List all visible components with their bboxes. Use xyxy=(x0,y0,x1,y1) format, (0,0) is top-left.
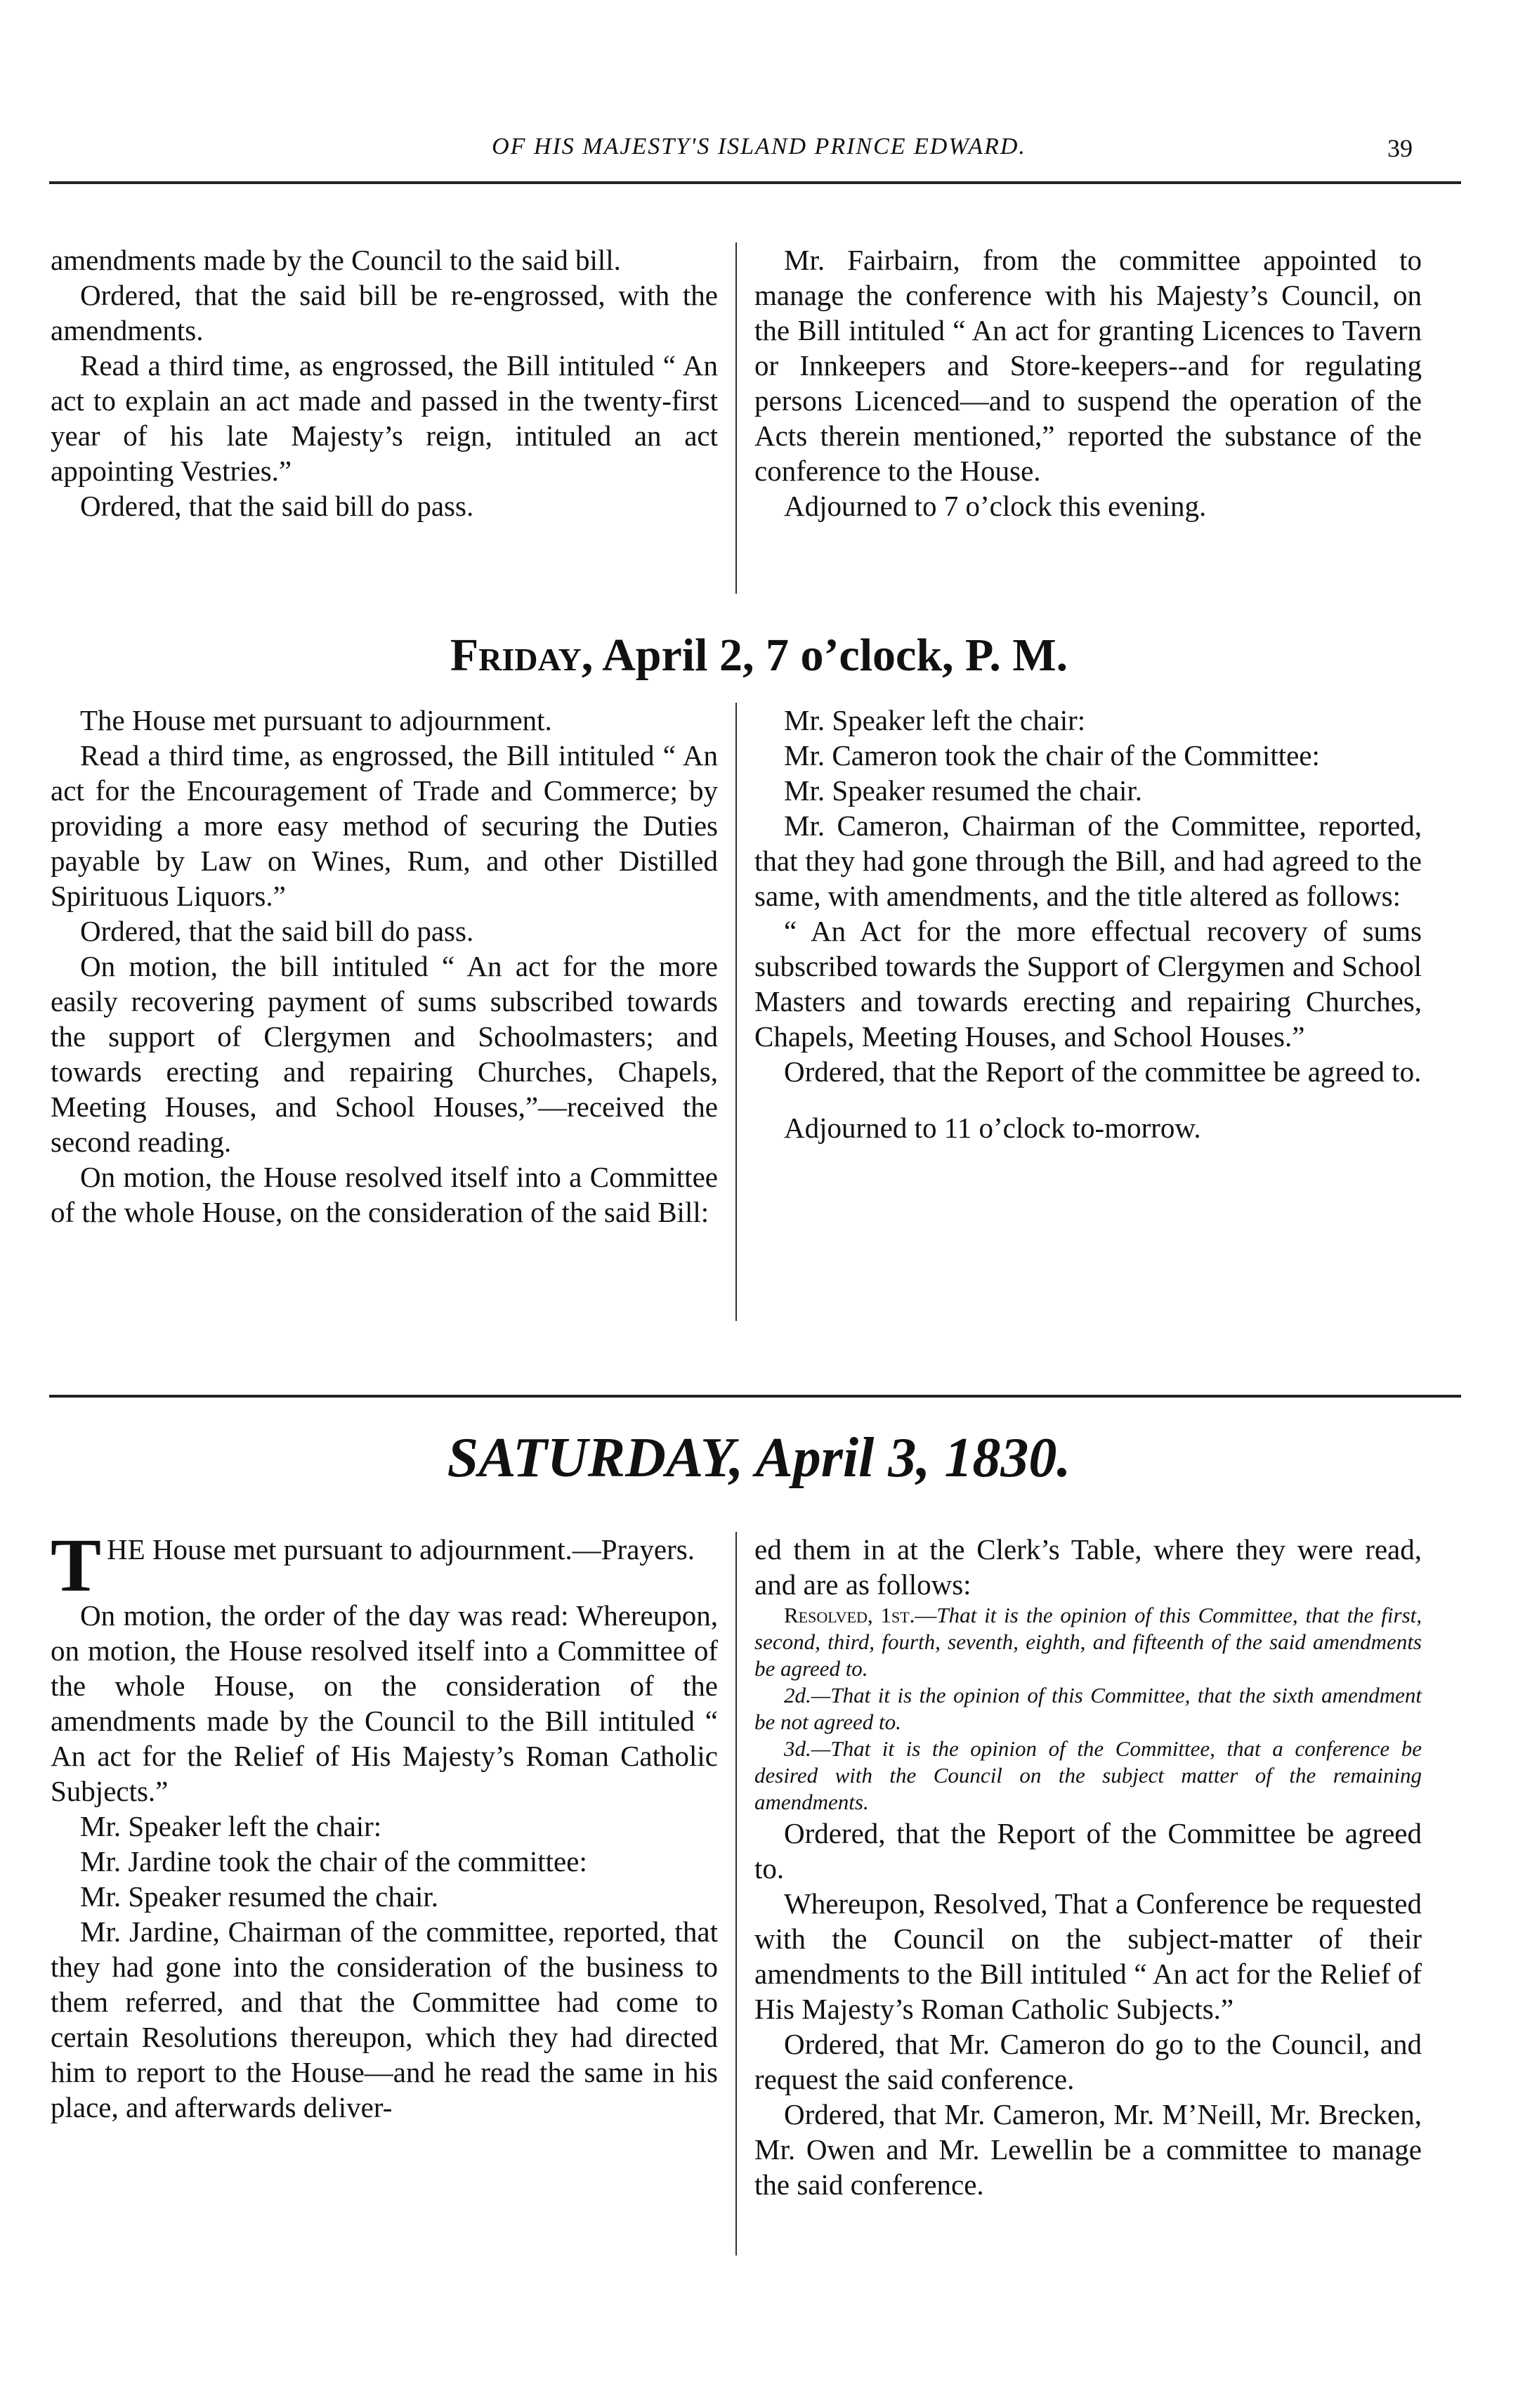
paragraph: “ An Act for the more effectual recovery of sums subscribed towards the Support of Clergymen and School Masters and towards erecting and repairing Churches, Chapels, Meeting Houses, and School Houses.” xyxy=(754,915,1422,1053)
paragraph: Mr. Jardine took the chair of the committee: xyxy=(80,1845,587,1877)
paragraph: Whereupon, Resolved, That a Conference be requested with the Council on the subject-matter of their amendments to the Bill intituled “ An act for the Relief of His Majesty’s Roman Catholic Subjects.” xyxy=(754,1887,1422,2025)
resolutions-block xyxy=(754,1602,1422,1816)
paragraph: Ordered, that the Report of the Committee be agreed to. xyxy=(754,1817,1422,1885)
resolution-lead: Resolved, 1st.— xyxy=(784,1603,937,1627)
paragraph: Mr. Speaker left the chair: xyxy=(80,1810,382,1842)
top-left-column xyxy=(51,242,718,523)
paragraph: Adjourned to 7 o’clock this evening. xyxy=(784,490,1207,522)
saturday-right-column xyxy=(754,1532,1422,2202)
header-rule xyxy=(49,181,1461,184)
friday-left-column xyxy=(51,703,718,1230)
saturday-heading xyxy=(0,1426,1518,1490)
drop-cap: T xyxy=(51,1524,102,1608)
paragraph: amendments made by the Council to the said bill. xyxy=(51,244,621,276)
paragraph: ed them in at the Clerk’s Table, where they were read, and are as follows: xyxy=(754,1533,1422,1601)
resolution xyxy=(754,1736,1422,1816)
friday-heading-day: Friday, xyxy=(450,630,594,681)
friday-right-column xyxy=(754,703,1422,1145)
resolution-text: That it is the opinion of this Committee, that the sixth amendment be not agreed to. xyxy=(754,1683,1422,1734)
paragraph: Ordered, that Mr. Cameron, Mr. M’Neill, Mr. Brecken, Mr. Owen and Mr. Lewellin be a committee to manage the said conference. xyxy=(754,2098,1422,2201)
paragraph: Mr. Speaker left the chair: xyxy=(784,704,1086,736)
resolution-text: That it is the opinion of the Committee, that a conference be desired with the Council on the subject matter of the remaining amendments. xyxy=(754,1736,1422,1814)
saturday-left-column xyxy=(51,1524,718,2125)
paragraph: Mr. Cameron, Chairman of the Committee, reported, that they had gone through the Bill, and had agreed to the same, with amendments, and the title altered as follows: xyxy=(754,809,1422,912)
column-divider xyxy=(735,703,737,1321)
paragraph: Read a third time, as engrossed, the Bill intituled “ An act for the Encouragement of Trade and Commerce; by providing a more easy method of securing the Duties payable by Law on Wines, Rum, and other Distilled Spirituous Liquors.” xyxy=(51,739,718,912)
paragraph: Mr. Jardine, Chairman of the committee, reported, that they had gone into the consideration of the business to them referred, and that the Committee had come to certain Resolutions thereupon, which they had directed him to report to the House—and he read the same in his place, and afterwards deliver- xyxy=(51,1915,718,2123)
saturday-heading-date: April 3, 1830. xyxy=(755,1427,1071,1489)
paragraph: Mr. Speaker resumed the chair. xyxy=(784,774,1143,807)
paragraph: Ordered, that the said bill do pass. xyxy=(80,915,474,947)
opening-paragraph xyxy=(51,1524,718,1608)
column-divider xyxy=(735,242,737,594)
resolution-lead: 2d.— xyxy=(784,1683,831,1707)
resolution-text: That it is the opinion of this Committee, that the first, second, third, fourth, seventh, eighth, and fifteenth of the said amendments be agreed to. xyxy=(754,1603,1422,1681)
top-right-column xyxy=(754,242,1422,523)
paragraph: The House met pursuant to adjournment. xyxy=(80,704,552,736)
resolution-lead: 3d.— xyxy=(784,1736,831,1761)
paragraph: On motion, the House resolved itself into a Committee of the whole House, on the consideration of the said Bill: xyxy=(51,1161,718,1228)
column-divider xyxy=(735,1532,737,2256)
page-number: 39 xyxy=(1387,134,1413,162)
paragraph: Ordered, that the said bill do pass. xyxy=(80,490,474,522)
paragraph: On motion, the order of the day was read: Whereupon, on motion, the House resolved itself into a Committee of the whole House, on the consideration of the amendments made by the Council to the Bill intituled “ An act for the Relief of His Majesty’s Roman Catholic Subjects.” xyxy=(51,1599,718,1807)
paragraph: Mr. Cameron took the chair of the Committee: xyxy=(784,739,1320,772)
resolution xyxy=(754,1682,1422,1736)
friday-heading xyxy=(0,629,1518,682)
opening-text: HE House met pursuant to adjournment.—Prayers. xyxy=(107,1533,695,1566)
running-head: OF HIS MAJESTY'S ISLAND PRINCE EDWARD. xyxy=(492,134,1026,160)
paragraph: Ordered, that the said bill be re-engrossed, with the amendments. xyxy=(51,279,718,346)
paragraph: Read a third time, as engrossed, the Bill intituled “ An act to explain an act made and passed in the twenty-first year of his late Majesty’s reign, intituled an act appointing Vestries.” xyxy=(51,349,718,487)
friday-heading-date: April 2, 7 o’clock, P. M. xyxy=(602,630,1068,681)
paragraph: Ordered, that the Report of the committee be agreed to. xyxy=(784,1055,1422,1088)
saturday-heading-day: SATURDAY, xyxy=(447,1427,744,1489)
paragraph: Mr. Fairbairn, from the committee appointed to manage the conference with his Majesty’s Council, on the Bill intituled “ An act for granting Licences to Tavern or Innkeepers and Store-keepers--and for regulating persons Licenced—and to suspend the operation of the Acts therein mentioned,” reported the substance of the conference to the House. xyxy=(754,244,1422,487)
paragraph: Ordered, that Mr. Cameron do go to the Council, and request the said conference. xyxy=(754,2028,1422,2095)
paragraph: On motion, the bill intituled “ An act for the more easily recovering payment of sums subscribed towards the support of Clergymen and Schoolmasters; and towards erecting and repairing Churches, Chapels, Meeting Houses, and School Houses,”—received the second reading. xyxy=(51,950,718,1158)
paragraph: Mr. Speaker resumed the chair. xyxy=(80,1880,439,1913)
paragraph: Adjourned to 11 o’clock to-morrow. xyxy=(784,1112,1201,1144)
section-rule xyxy=(49,1395,1461,1398)
resolution xyxy=(754,1602,1422,1682)
